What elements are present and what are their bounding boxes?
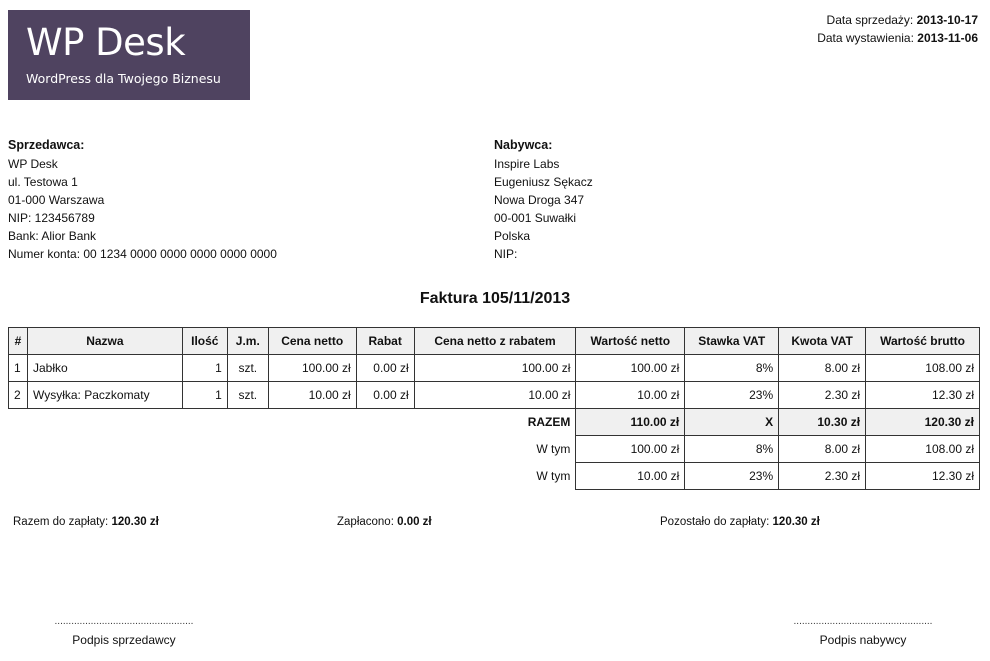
summary-spacer — [9, 436, 415, 463]
col-header: Wartość netto — [576, 328, 685, 355]
buyer-line: Polska — [494, 229, 531, 243]
buyer-block — [494, 136, 593, 263]
col-header: Rabat — [356, 328, 414, 355]
issue-date-row — [817, 29, 978, 47]
cell-gross-value: 108.00 zł — [866, 355, 980, 382]
invoice-items-table — [8, 327, 980, 490]
summary-net-value: 110.00 zł — [576, 409, 685, 436]
signature-line: .................................................. — [54, 616, 194, 627]
sale-date-label: Data sprzedaży: — [826, 13, 914, 27]
summary-vat-rate: 8% — [685, 436, 779, 463]
buyer-line: Nowa Droga 347 — [494, 193, 585, 207]
seller-line: 01-000 Warszawa — [8, 193, 105, 207]
buyer-signature-label: Podpis nabywcy — [819, 633, 907, 647]
summary-label: RAZEM — [527, 415, 571, 430]
cell-net-price: 100.00 zł — [268, 355, 356, 382]
col-header: Cena netto — [268, 328, 356, 355]
buyer-line: Eugeniusz Sękacz — [494, 175, 593, 189]
summary-vat-amount: 2.30 zł — [779, 463, 866, 490]
summary-spacer — [9, 409, 415, 436]
cell-vat-amount: 8.00 zł — [779, 355, 866, 382]
summary-spacer — [9, 463, 415, 490]
seller-signature-label: Podpis sprzedawcy — [72, 633, 176, 647]
summary-net-value: 100.00 zł — [576, 436, 685, 463]
cell-discounted-price: 10.00 zł — [414, 382, 576, 409]
table-row — [9, 382, 980, 409]
sale-date-row — [817, 11, 978, 29]
col-header: Kwota VAT — [779, 328, 866, 355]
issue-date-value: 2013-11-06 — [917, 31, 978, 45]
seller-line: ul. Testowa 1 — [8, 175, 78, 189]
seller-line: Bank: Alior Bank — [8, 229, 97, 243]
logo-subtitle: WordPress dla Twojego Biznesu — [26, 71, 221, 86]
company-logo — [8, 10, 250, 100]
buyer-signature — [788, 617, 938, 647]
buyer-line: Inspire Labs — [494, 157, 560, 171]
total-due-label: Razem do zapłaty: — [13, 516, 109, 528]
summary-vat-rate: 23% — [685, 463, 779, 490]
summary-net-value: 10.00 zł — [576, 463, 685, 490]
cell-net-value: 100.00 zł — [576, 355, 685, 382]
col-header: Ilość — [182, 328, 227, 355]
amount-paid — [337, 516, 432, 528]
col-header: # — [9, 328, 28, 355]
invoice-dates — [817, 11, 978, 47]
cell-discounted-price: 100.00 zł — [414, 355, 576, 382]
cell-index: 1 — [9, 355, 28, 382]
cell-qty: 1 — [182, 355, 227, 382]
seller-signature — [49, 617, 199, 647]
signature-line: .................................................. — [793, 616, 933, 627]
logo-title: WP Desk — [26, 21, 186, 64]
buyer-line: 00-001 Suwałki — [494, 211, 577, 225]
cell-discount: 0.00 zł — [356, 382, 414, 409]
invoice-title: Faktura 105/11/2013 — [419, 290, 571, 307]
amount-paid-value: 0.00 zł — [397, 516, 432, 528]
total-due — [13, 516, 159, 528]
total-due-value: 120.30 zł — [111, 516, 159, 528]
cell-unit: szt. — [227, 355, 268, 382]
buyer-heading: Nabywca: — [494, 138, 553, 152]
summary-gross-value: 12.30 zł — [866, 463, 980, 490]
cell-discount: 0.00 zł — [356, 355, 414, 382]
issue-date-label: Data wystawienia: — [817, 31, 914, 45]
amount-remaining-value: 120.30 zł — [772, 516, 820, 528]
cell-name: Jabłko — [27, 355, 182, 382]
summary-label: W tym — [536, 469, 571, 483]
seller-line: NIP: 123456789 — [8, 211, 95, 225]
cell-net-value: 10.00 zł — [576, 382, 685, 409]
seller-line: WP Desk — [8, 157, 58, 171]
table-row — [9, 355, 980, 382]
amount-remaining — [660, 516, 820, 528]
col-header: Wartość brutto — [866, 328, 980, 355]
col-header: Cena netto z rabatem — [414, 328, 576, 355]
summary-gross-value: 120.30 zł — [866, 409, 980, 436]
summary-vat-amount: 8.00 zł — [779, 436, 866, 463]
summary-vat-rate: X — [685, 409, 779, 436]
summary-vat-amount: 10.30 zł — [779, 409, 866, 436]
seller-line: Numer konta: 00 1234 0000 0000 0000 0000 0000 — [8, 247, 277, 261]
summary-row-breakdown — [9, 436, 980, 463]
amount-remaining-label: Pozostało do zapłaty: — [660, 516, 770, 528]
cell-net-price: 10.00 zł — [268, 382, 356, 409]
seller-heading: Sprzedawca: — [8, 138, 85, 152]
cell-vat-rate: 23% — [685, 382, 779, 409]
cell-gross-value: 12.30 zł — [866, 382, 980, 409]
summary-row-total — [9, 409, 980, 436]
col-header: Stawka VAT — [685, 328, 779, 355]
summary-label: W tym — [536, 442, 571, 456]
cell-unit: szt. — [227, 382, 268, 409]
table-header-row — [9, 328, 980, 355]
cell-name: Wysyłka: Paczkomaty — [27, 382, 182, 409]
summary-row-breakdown — [9, 463, 980, 490]
summary-gross-value: 108.00 zł — [866, 436, 980, 463]
cell-index: 2 — [9, 382, 28, 409]
sale-date-value: 2013-10-17 — [916, 13, 978, 27]
seller-block — [8, 136, 277, 263]
buyer-line: NIP: — [494, 247, 518, 261]
col-header: J.m. — [227, 328, 268, 355]
cell-vat-rate: 8% — [685, 355, 779, 382]
amount-paid-label: Zapłacono: — [337, 516, 394, 528]
cell-qty: 1 — [182, 382, 227, 409]
cell-vat-amount: 2.30 zł — [779, 382, 866, 409]
col-header: Nazwa — [27, 328, 182, 355]
